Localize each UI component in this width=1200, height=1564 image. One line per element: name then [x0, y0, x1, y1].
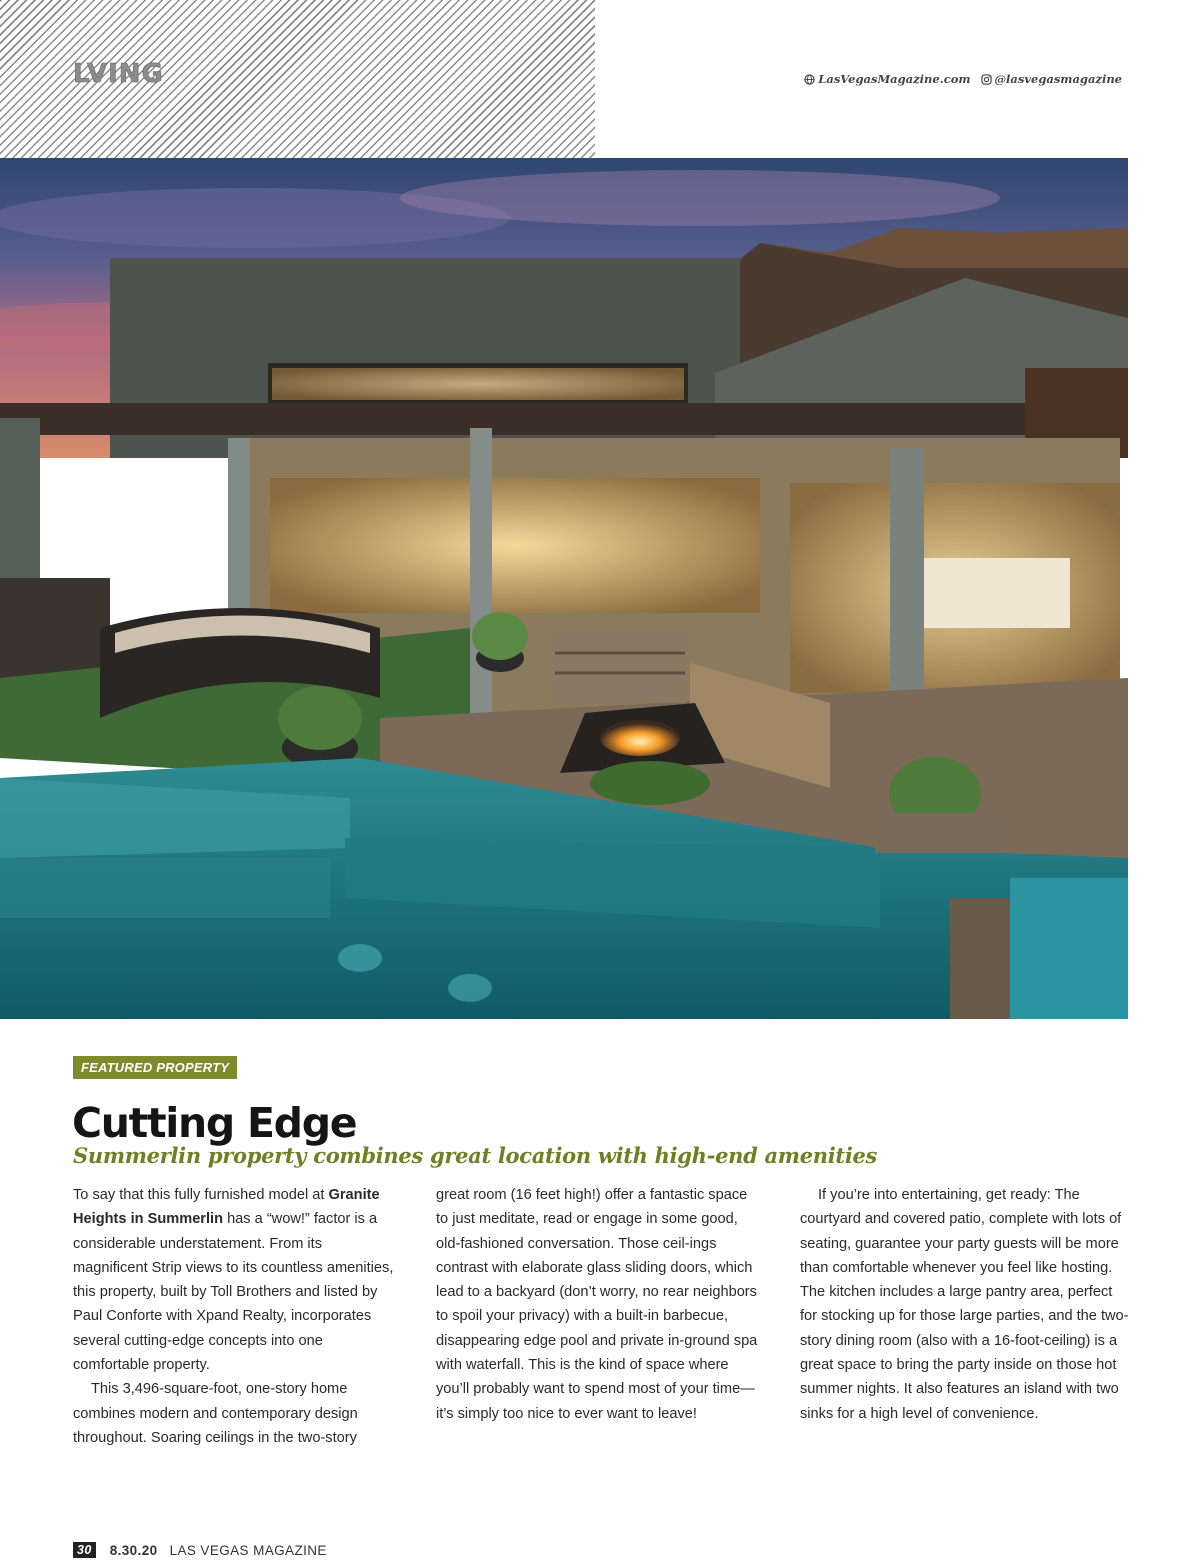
issue-date: 8.30.20	[109, 1542, 158, 1558]
page-number: 30	[73, 1542, 96, 1558]
text-run: has a “wow!” factor is a considerable understatement. From its magnificent Strip views to its countless amenities, this property, built by Toll Brothers and listed by Paul Conforte with Xpand Realty, incorporates several cutting-edge concepts into one comfortable property.	[73, 1211, 394, 1374]
article-headline: Cutting Edge	[72, 1099, 357, 1147]
body-column-3	[800, 1183, 1130, 1426]
instagram-link[interactable]	[981, 72, 1122, 86]
globe-icon	[804, 74, 815, 85]
website-text: LasVegasMagazine.com	[818, 72, 971, 86]
body-column-2	[436, 1183, 758, 1426]
website-link[interactable]	[804, 72, 970, 86]
paragraph	[73, 1183, 395, 1377]
instagram-handle: @lasvegasmagazine	[994, 72, 1122, 86]
social-links	[804, 72, 1122, 86]
paragraph: great room (16 feet high!) offer a fantastic space to just meditate, read or engage in some good, old-fashioned conversation. Those ceil-ings contrast with elaborate glass sliding doors, which lead to a backyard (don’t worry, no rear neighbors to spoil your privacy) with a built-in barbecue, disappearing edge pool and private in-ground spa with waterfall. This is the kind of space where you’ll probably want to spend most of your time—it’s simply too nice to ever want to leave!	[436, 1187, 758, 1422]
body-column-1	[73, 1183, 395, 1450]
page-footer	[73, 1542, 327, 1558]
text-run: To say that this fully furnished model at	[73, 1187, 329, 1203]
publication-name: LAS VEGAS MAGAZINE	[169, 1542, 327, 1558]
paragraph: This 3,496-square-foot, one-story home combines modern and contemporary design throughout. Soaring ceilings in the two-story	[73, 1381, 358, 1446]
paragraph: If you’re into entertaining, get ready: The courtyard and covered patio, complete with lots of seating, guarantee your party guests will be more than comfortable whenever you feel like hosting. The kitchen includes a large pantry area, perfect for stocking up for those large parties, and the two-story dining room (also with a 16-foot-ceiling) is a great space to bring the party inside on those hot summer nights. It also features an island with two sinks for a high level of convenience.	[800, 1187, 1129, 1422]
instagram-icon	[981, 74, 992, 85]
property-name: Granite Heights in Summerlin	[73, 1187, 380, 1228]
featured-property-tag: FEATURED PROPERTY	[73, 1056, 237, 1079]
article-dek: Summerlin property combines great location with high-end amenities	[73, 1143, 878, 1168]
hero-photo	[0, 158, 1128, 1019]
section-label: LVING	[73, 59, 164, 89]
